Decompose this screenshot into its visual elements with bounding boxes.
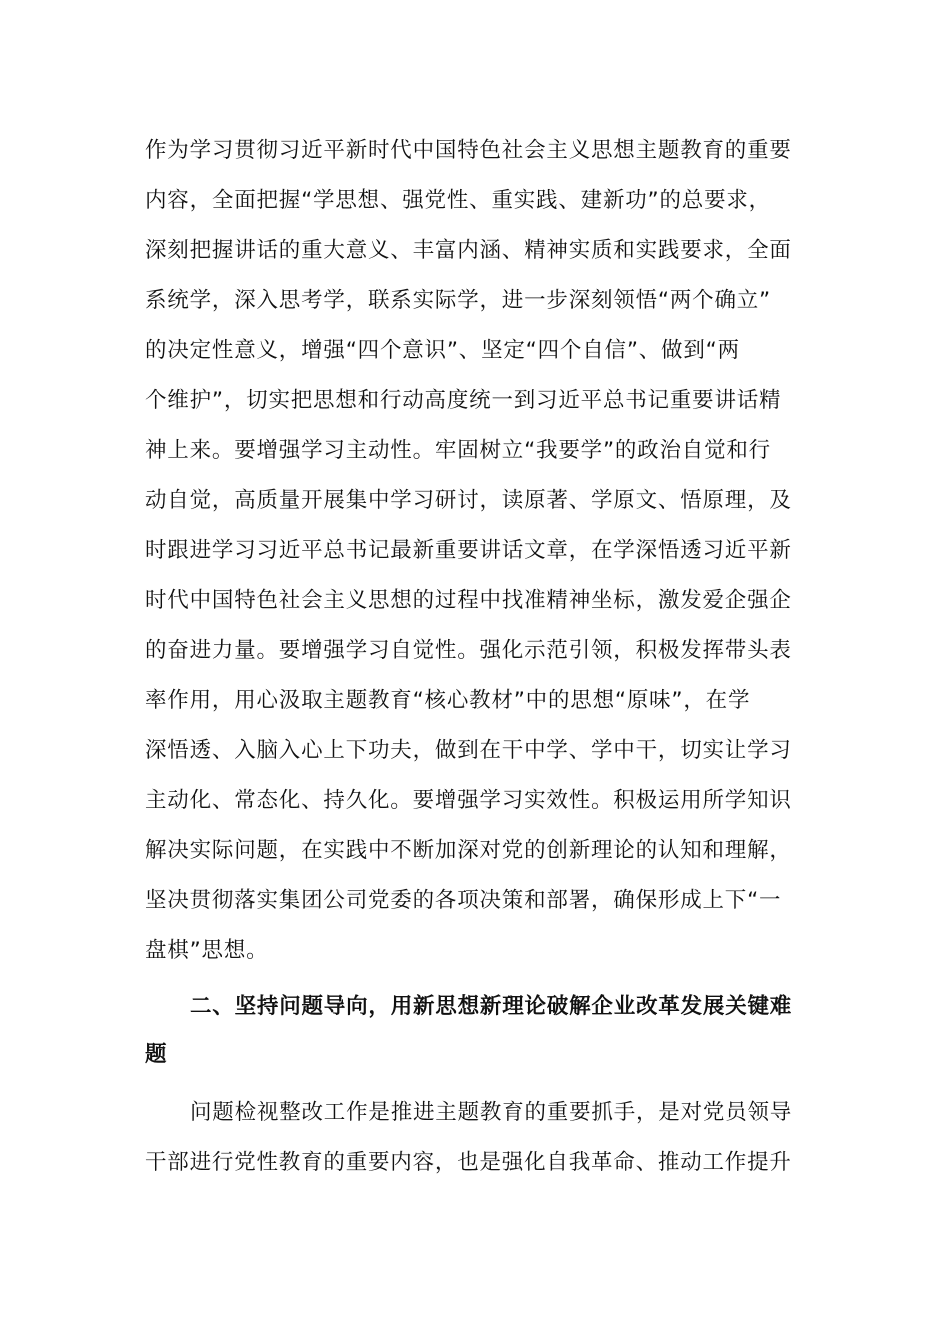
paragraph-line: 系统学，深入思考学，联系实际学，进一步深刻领悟“两个确立” <box>145 288 771 313</box>
paragraph-line: 干部进行党性教育的重要内容，也是强化自我革命、推动工作提升 <box>145 1150 792 1175</box>
paragraph-line: 坚决贯彻落实集团公司党委的各项决策和部署，确保形成上下“一 <box>145 888 782 913</box>
paragraph-line: 作为学习贯彻习近平新时代中国特色社会主义思想主题教育的重要 <box>145 138 792 163</box>
paragraph-line: 解决实际问题，在实践中不断加深对党的创新理论的认知和理解， <box>145 838 792 863</box>
paragraph-line: 个维护”，切实把思想和行动高度统一到习近平总书记重要讲话精 <box>145 388 782 413</box>
paragraph-line: 问题检视整改工作是推进主题教育的重要抓手，是对党员领导 <box>190 1100 793 1125</box>
paragraph-line: 率作用，用心汲取主题教育“核心教材”中的思想“原味”，在学 <box>145 688 751 713</box>
paragraph-line: 主动化、常态化、持久化。要增强学习实效性。积极运用所学知识 <box>145 788 792 813</box>
paragraph-line: 的决定性意义，增强“四个意识”、坚定“四个自信”、做到“两 <box>145 338 740 363</box>
paragraph-line: 时代中国特色社会主义思想的过程中找准精神坐标，激发爱企强企 <box>145 588 792 613</box>
paragraph-line: 盘棋”思想。 <box>145 938 269 963</box>
paragraph-line: 神上来。要增强学习主动性。牢固树立“我要学”的政治自觉和行 <box>145 438 771 463</box>
heading-line: 二、坚持问题导向，用新思想新理论破解企业改革发展关键难 <box>190 994 793 1019</box>
paragraph-line: 动自觉，高质量开展集中学习研讨，读原著、学原文、悟原理，及 <box>145 488 792 513</box>
paragraph-line: 时跟进学习习近平总书记最新重要讲话文章，在学深悟透习近平新 <box>145 538 792 563</box>
paragraph-line: 深刻把握讲话的重大意义、丰富内涵、精神实质和实践要求，全面 <box>145 238 792 263</box>
paragraph-line: 的奋进力量。要增强学习自觉性。强化示范引领，积极发挥带头表 <box>145 638 792 663</box>
paragraph-line: 深悟透、入脑入心上下功夫，做到在干中学、学中干，切实让学习 <box>145 738 792 763</box>
heading-line: 题 <box>145 1042 168 1067</box>
paragraph-line: 内容，全面把握“学思想、强党性、重实践、建新功”的总要求， <box>145 188 771 213</box>
